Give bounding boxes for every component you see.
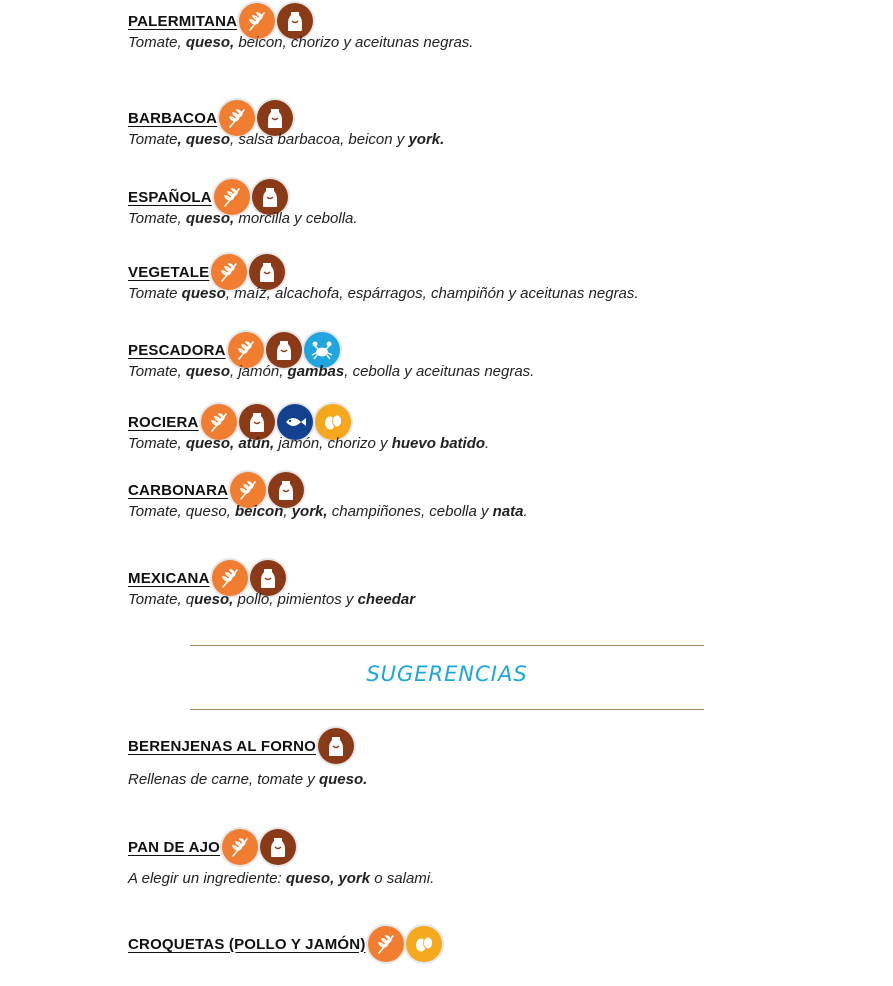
description-text: queso, (185, 34, 235, 51)
description-text: Tomate, (128, 435, 186, 452)
item-description (128, 771, 367, 788)
menu-item (128, 727, 367, 788)
description-text: queso. (318, 771, 368, 788)
item-description (128, 131, 444, 148)
menu-item (128, 331, 534, 380)
description-text: jamón, chorizo y (274, 435, 392, 452)
description-text: Tomate, (128, 363, 186, 380)
item-title-row (128, 727, 367, 765)
description-text: york. (408, 131, 445, 148)
menu-item (128, 178, 358, 227)
description-text: , salsa barbacoa, beicon y (230, 131, 409, 148)
item-title: BARBACOA (128, 109, 218, 127)
description-text: A elegir un ingrediente: (128, 870, 286, 887)
menu-item (128, 471, 528, 520)
description-text: , maíz, alcachofa, espárragos, champiñón y aceitunas negras. (225, 285, 639, 302)
item-title: ESPAÑOLA (128, 188, 212, 206)
description-text: beicon, chorizo y aceitunas negras. (234, 34, 474, 51)
description-text: ueso, (194, 591, 234, 608)
description-text: . (485, 435, 490, 452)
description-text: Tomate, q (128, 591, 195, 608)
description-text: Tomate, (128, 34, 186, 51)
description-text: Tomate, queso, (128, 503, 236, 520)
item-title-row (128, 925, 444, 963)
item-description (128, 210, 358, 227)
description-text: york, (291, 503, 328, 520)
section-divider-top (190, 645, 704, 646)
item-description (128, 870, 434, 887)
item-title: PESCADORA (128, 341, 226, 359)
description-text: queso, atún, (185, 435, 275, 452)
description-text: nata (492, 503, 524, 520)
menu-item (128, 403, 489, 452)
item-description (128, 435, 489, 452)
menu-item (128, 253, 639, 302)
item-title: PAN DE AJO (128, 838, 221, 856)
description-text: , queso (177, 131, 230, 148)
description-text: , cebolla y aceitunas negras. (344, 363, 535, 380)
allergen-icons (222, 829, 298, 865)
description-text: cheedar (357, 591, 416, 608)
description-text: Tomate, (128, 210, 186, 227)
lactose-icon (260, 829, 296, 865)
gluten-icon (368, 926, 404, 962)
description-text: . (523, 503, 528, 520)
description-text: , jamón, (230, 363, 288, 380)
description-text: huevo batido (391, 435, 486, 452)
description-text: gambas (287, 363, 345, 380)
description-text: pollo, pimientos y (233, 591, 358, 608)
allergen-icons (318, 728, 356, 764)
description-text: queso (181, 285, 226, 302)
item-title-row (128, 828, 434, 866)
menu-item (128, 559, 415, 608)
section-divider-bottom (190, 709, 704, 710)
description-text: queso, (185, 210, 235, 227)
item-description (128, 34, 473, 51)
egg-icon (406, 926, 442, 962)
description-text: Tomate (128, 131, 178, 148)
item-description (128, 503, 528, 520)
description-text: beicon (235, 503, 284, 520)
item-description (128, 591, 415, 608)
item-title: BERENJENAS AL FORNO (128, 737, 316, 755)
description-text: queso, york (285, 870, 371, 887)
description-text: champiñones, cebolla y (327, 503, 493, 520)
item-title: MEXICANA (128, 569, 210, 587)
section-title: SUGERENCIAS (366, 662, 528, 686)
menu-item (128, 2, 473, 51)
item-title: CARBONARA (128, 481, 229, 499)
description-text: queso (185, 363, 230, 380)
description-text: Tomate (128, 285, 182, 302)
item-title: PALERMITANA (128, 12, 238, 30)
menu-item (128, 925, 444, 963)
allergen-icons (368, 926, 444, 962)
description-text: Rellenas de carne, tomate y (128, 771, 319, 788)
lactose-icon (318, 728, 354, 764)
description-text: , (283, 503, 292, 520)
menu-item (128, 99, 444, 148)
item-description (128, 363, 534, 380)
description-text: morcilla y cebolla. (234, 210, 358, 227)
item-title: ROCIERA (128, 413, 199, 431)
description-text: o salami. (370, 870, 435, 887)
gluten-icon (222, 829, 258, 865)
item-title: CROQUETAS (POLLO Y JAMÓN) (128, 935, 366, 953)
item-title: VEGETALE (128, 263, 210, 281)
menu-item (128, 828, 434, 887)
item-description (128, 285, 639, 302)
